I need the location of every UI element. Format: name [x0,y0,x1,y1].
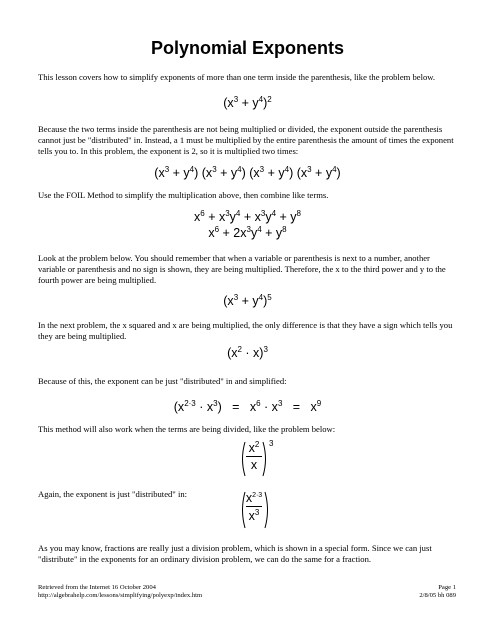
expr-outer-exponent: 3 [269,439,274,448]
expr-outer-exponent: 3 [263,345,268,354]
expr-text: + y [261,226,283,240]
footer-date-code: 2/8/05 bh 089 [419,592,456,599]
expr-exponent: 4 [235,209,241,218]
expr-exponent: 2·3 [184,399,196,408]
expr-exponent: 3 [233,293,239,302]
expr-exponent: 2 [237,345,242,354]
fraction-denominator [245,508,263,523]
expr-exponent: 3 [213,399,218,408]
sign-paragraph: In the next problem, the x squared and x are being multiplied, the only difference is that they have a sign which tells you they are being multiplied. [38,320,453,342]
expr-exponent: 2·3 [252,491,263,499]
expr-text: x [194,210,201,224]
fraction [245,491,263,523]
fraction-bar [246,506,262,507]
expr-outer-exponent: 2 [267,95,272,104]
foil-result-line-2 [0,226,495,240]
expression-fifth-power [0,294,495,308]
expr-text: ) = x [217,400,257,414]
expr-exponent: 3 [225,209,230,218]
footer-page-number: Page 1 [438,584,456,591]
multiplication-paragraph: Look at the problem below. You should remember that when a variable or parenthesis is next to a number, another variable or parenthesis and no sign is shown, they are being multiplied. Therefore, the x to the third power and y to the fourth power are being multiplied. [38,253,446,286]
expr-text: (x [223,96,234,110]
expr-exponent: 3 [246,225,251,234]
footer-source [38,584,202,600]
expr-text: x [248,509,255,524]
fraction-numerator [245,491,263,505]
expr-exponent: 9 [316,399,322,408]
footer-retrieved: Retrieved from the Internet 16 October 2004 [38,584,156,591]
expr-text: y [250,226,258,240]
fraction-bar [246,456,262,457]
expr-exponent: 4 [258,293,264,302]
footer-page-info [419,584,456,600]
expr-text: · x [195,400,214,414]
page-title: Polynomial Exponents [150,38,345,58]
expr-text: + x [240,210,261,224]
fraction-numerator [245,440,263,455]
expr-exponent: 3 [254,508,260,517]
expr-text: + y [238,294,259,308]
expr-exponent: 2 [254,440,260,449]
expr-text: (x [227,346,238,360]
fraction [245,440,263,472]
expr-exponent: 3 [260,209,266,218]
expr-outer-exponent: 5 [267,293,272,302]
expr-text: + 2x [219,226,247,240]
expr-text: · x [260,400,278,414]
expr-exponent: 3 [233,95,239,104]
expr-text: x [208,226,215,240]
expr-exponent: 6 [256,399,261,408]
distribute-paragraph: Because of this, the exponent can be just "distributed" in and simplified: [38,376,287,386]
expression-product [0,346,495,360]
expr-text: + y [238,96,259,110]
expr-exponent: 8 [296,209,301,218]
footer-url: http://algebrahelp.com/lessons/simplifying/polyexp/index.htm [38,592,203,599]
fraction-paragraph: As you may know, fractions are really just a division problem, which is shown in a special form. Since we can just "distribute" in the exponents for an ordinary division problem, we can do the same for a fraction. [38,543,432,565]
expr-exponent: 6 [214,225,220,234]
expr-text: (x [173,400,185,414]
expr-text: · x) [241,346,264,360]
expression-squared [0,96,495,110]
expr-text: x [245,491,253,505]
expr-exponent: 6 [200,209,205,218]
expr-text: y [265,210,272,224]
expression-expanded: $(x^3 + y^4) (x^3 + y^4) (x^3 + y^4) (x^3 + y^4)$ [154,165,341,180]
expr-text: y [229,210,236,224]
expr-exponent: 8 [282,225,287,234]
expr-text: x [248,441,255,456]
expr-text: ) [263,294,268,308]
expression-distributed [0,400,495,414]
expr-text: = x [282,400,317,414]
expr-exponent: 4 [258,95,264,104]
again-paragraph: Again, the exponent is just "distributed" in: [38,489,188,499]
expr-text: (x [223,294,234,308]
fraction-denominator: x [250,458,258,473]
expr-exponent: 4 [257,225,262,234]
foil-result-line-1 [0,210,495,224]
expr-exponent: 3 [277,399,283,408]
expr-text: + y [276,210,297,224]
foil-paragraph: Use the FOIL Method to simplify the multiplication above, then combine like terms. [38,190,329,200]
expr-text: + x [204,210,226,224]
expr-exponent: 4 [271,209,277,218]
explanation-paragraph: Because the two terms inside the parenthesis are not being multiplied or divided, the exponent outside the parenthesis cannot just be "distributed" in. Instead, a 1 must be multiplied by the entire parenthesis the amount of times the exponent tells you to. In this problem, the exponent is 2, so it is multiplied two times: [38,124,454,157]
expr-text: ) [263,96,268,110]
intro-paragraph: This lesson covers how to simplify exponents of more than one term inside the parenthesis, like the problem below. [38,72,436,82]
division-paragraph: This method will also work when the terms are being divided, like the problem below: [38,424,336,434]
